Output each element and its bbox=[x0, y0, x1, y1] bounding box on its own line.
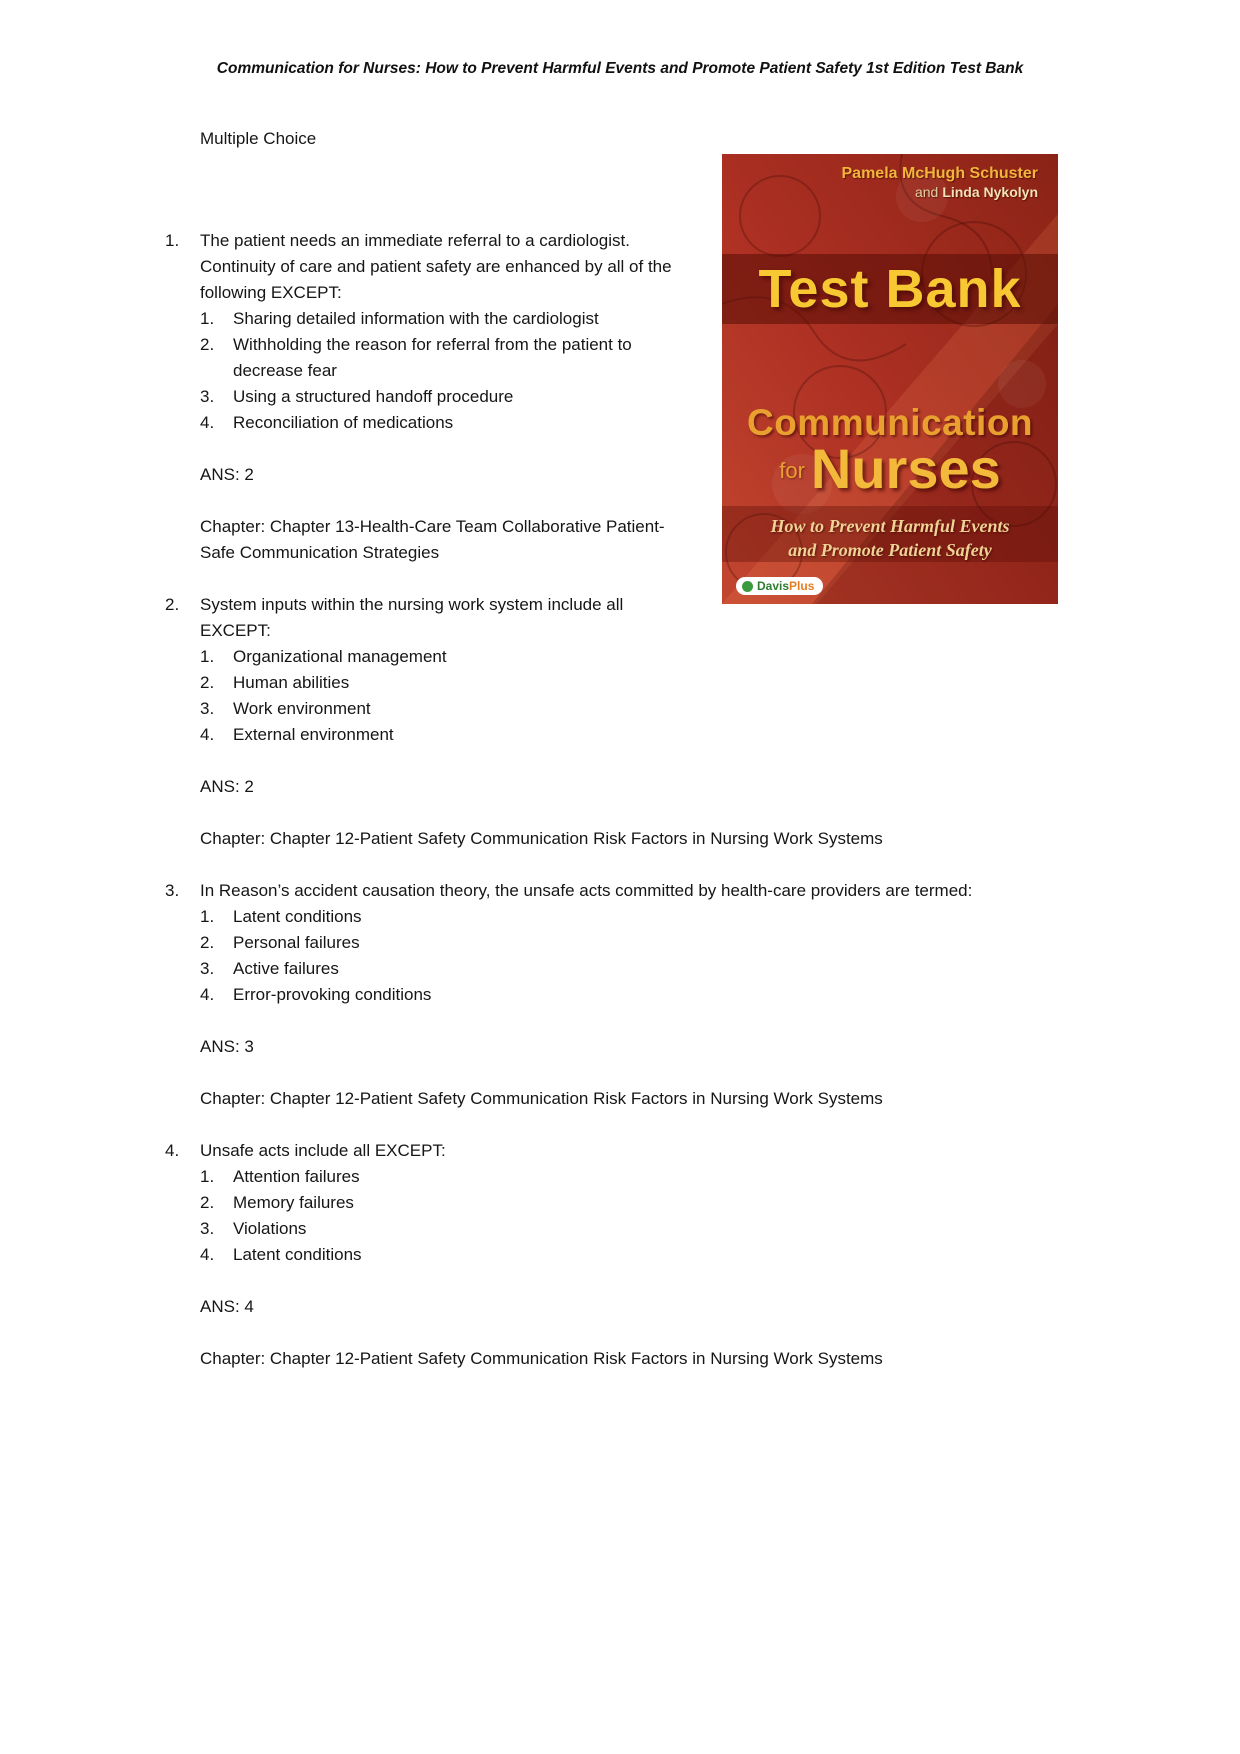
option bbox=[200, 1242, 1058, 1268]
davisplus-logo-davis: Davis bbox=[757, 579, 790, 593]
option-list bbox=[200, 644, 1058, 748]
question-number: 1. bbox=[165, 231, 180, 250]
option-number: 4. bbox=[200, 1245, 215, 1264]
option bbox=[200, 722, 1058, 748]
option-number: 3. bbox=[200, 959, 215, 978]
option-text: External environment bbox=[233, 725, 394, 744]
option-text: Work environment bbox=[233, 699, 371, 718]
option-number: 1. bbox=[200, 1167, 215, 1186]
answer-line: ANS: 4 bbox=[200, 1297, 254, 1316]
cover-title-communication: Communication bbox=[746, 402, 1034, 443]
option-text: Withholding the reason for referral from the patient to decrease fear bbox=[233, 335, 632, 380]
cover-author-and: and bbox=[914, 184, 939, 200]
question-3 bbox=[165, 878, 1058, 1112]
option bbox=[200, 904, 1058, 930]
cover-subtitle-line1: How to Prevent Harmful Events bbox=[770, 516, 1010, 536]
option-text: Reconciliation of medications bbox=[233, 413, 454, 432]
chapter-line: Chapter: Chapter 12-Patient Safety Communication Risk Factors in Nursing Work Systems bbox=[200, 1089, 883, 1108]
question-body bbox=[200, 592, 1058, 852]
option-text: Latent conditions bbox=[233, 1245, 362, 1264]
option-text: Latent conditions bbox=[233, 907, 362, 926]
option-number: 3. bbox=[200, 1219, 215, 1238]
answer-line: ANS: 3 bbox=[200, 1037, 254, 1056]
option-number: 1. bbox=[200, 647, 215, 666]
option bbox=[200, 956, 1058, 982]
option-number: 3. bbox=[200, 387, 215, 406]
cover-authors bbox=[722, 164, 1058, 202]
document-content bbox=[0, 80, 1240, 1372]
question-4 bbox=[165, 1138, 1058, 1372]
option bbox=[200, 982, 1058, 1008]
option bbox=[200, 410, 696, 436]
option-text: Organizational management bbox=[233, 647, 447, 666]
answer-line: ANS: 2 bbox=[200, 465, 254, 484]
davisplus-leaf-icon bbox=[742, 581, 753, 592]
question-1 bbox=[165, 228, 1058, 566]
cover-author-secondary-name: Linda Nykolyn bbox=[942, 184, 1038, 200]
option bbox=[200, 384, 696, 410]
option-number: 2. bbox=[200, 1193, 215, 1212]
option-number: 1. bbox=[200, 907, 215, 926]
question-body bbox=[200, 878, 1058, 1112]
option bbox=[200, 696, 1058, 722]
option-text: Error-provoking conditions bbox=[233, 985, 432, 1004]
question-body bbox=[200, 228, 1058, 566]
question-text: The patient needs an immediate referral to a cardiologist. Continuity of care and patient safety are enhanced by all of the following EXCEPT: bbox=[200, 231, 672, 302]
option-list bbox=[200, 904, 1058, 1008]
option bbox=[200, 1190, 1058, 1216]
option-number: 4. bbox=[200, 413, 215, 432]
option-list bbox=[200, 306, 1058, 436]
question-text: In Reason’s accident causation theory, the unsafe acts committed by health-care providers are termed: bbox=[200, 881, 973, 900]
question-number: 3. bbox=[165, 881, 180, 900]
option-number: 2. bbox=[200, 933, 215, 952]
answer-line: ANS: 2 bbox=[200, 777, 254, 796]
cover-title-for: for bbox=[779, 458, 805, 483]
option-text: Memory failures bbox=[233, 1193, 354, 1212]
chapter-line: Chapter: Chapter 13-Health-Care Team Collaborative Patient-Safe Communication Strategies bbox=[200, 517, 665, 562]
option bbox=[200, 930, 1058, 956]
option-number: 4. bbox=[200, 985, 215, 1004]
question-text: System inputs within the nursing work system include all EXCEPT: bbox=[200, 595, 624, 640]
question-2 bbox=[165, 592, 1058, 852]
option-text: Violations bbox=[233, 1219, 307, 1238]
chapter-line: Chapter: Chapter 12-Patient Safety Communication Risk Factors in Nursing Work Systems bbox=[200, 829, 883, 848]
option bbox=[200, 1164, 1058, 1190]
option-text: Attention failures bbox=[233, 1167, 360, 1186]
option-text: Personal failures bbox=[233, 933, 360, 952]
question-list bbox=[165, 228, 1058, 1372]
option bbox=[200, 1216, 1058, 1242]
cover-author-secondary bbox=[722, 183, 1038, 202]
option bbox=[200, 670, 1058, 696]
question-number: 2. bbox=[165, 595, 180, 614]
cover-author-primary: Pamela McHugh Schuster bbox=[841, 165, 1038, 182]
option-text: Active failures bbox=[233, 959, 339, 978]
option bbox=[200, 332, 696, 384]
document-header-title: Communication for Nurses: How to Prevent Harmful Events and Promote Patient Safety 1st Edition Test Bank bbox=[216, 60, 1024, 77]
cover-title-nurses: Nurses bbox=[810, 437, 1001, 500]
option-number: 4. bbox=[200, 725, 215, 744]
option-number: 1. bbox=[200, 309, 215, 328]
option-list bbox=[200, 1164, 1058, 1268]
cover-subtitle-line2: and Promote Patient Safety bbox=[788, 540, 992, 560]
option-text: Human abilities bbox=[233, 673, 350, 692]
option-number: 2. bbox=[200, 335, 215, 354]
question-body bbox=[200, 1138, 1058, 1372]
option-text: Using a structured handoff procedure bbox=[233, 387, 514, 406]
option-text: Sharing detailed information with the cardiologist bbox=[233, 309, 599, 328]
question-number: 4. bbox=[165, 1141, 180, 1160]
davisplus-logo-plus: Plus bbox=[789, 579, 815, 593]
option bbox=[200, 644, 1058, 670]
cover-test-bank-banner: Test Bank bbox=[758, 259, 1022, 319]
chapter-line: Chapter: Chapter 12-Patient Safety Communication Risk Factors in Nursing Work Systems bbox=[200, 1349, 883, 1368]
section-label: Multiple Choice bbox=[200, 129, 317, 148]
option-number: 2. bbox=[200, 673, 215, 692]
option bbox=[200, 306, 696, 332]
option-number: 3. bbox=[200, 699, 215, 718]
question-text: Unsafe acts include all EXCEPT: bbox=[200, 1141, 446, 1160]
